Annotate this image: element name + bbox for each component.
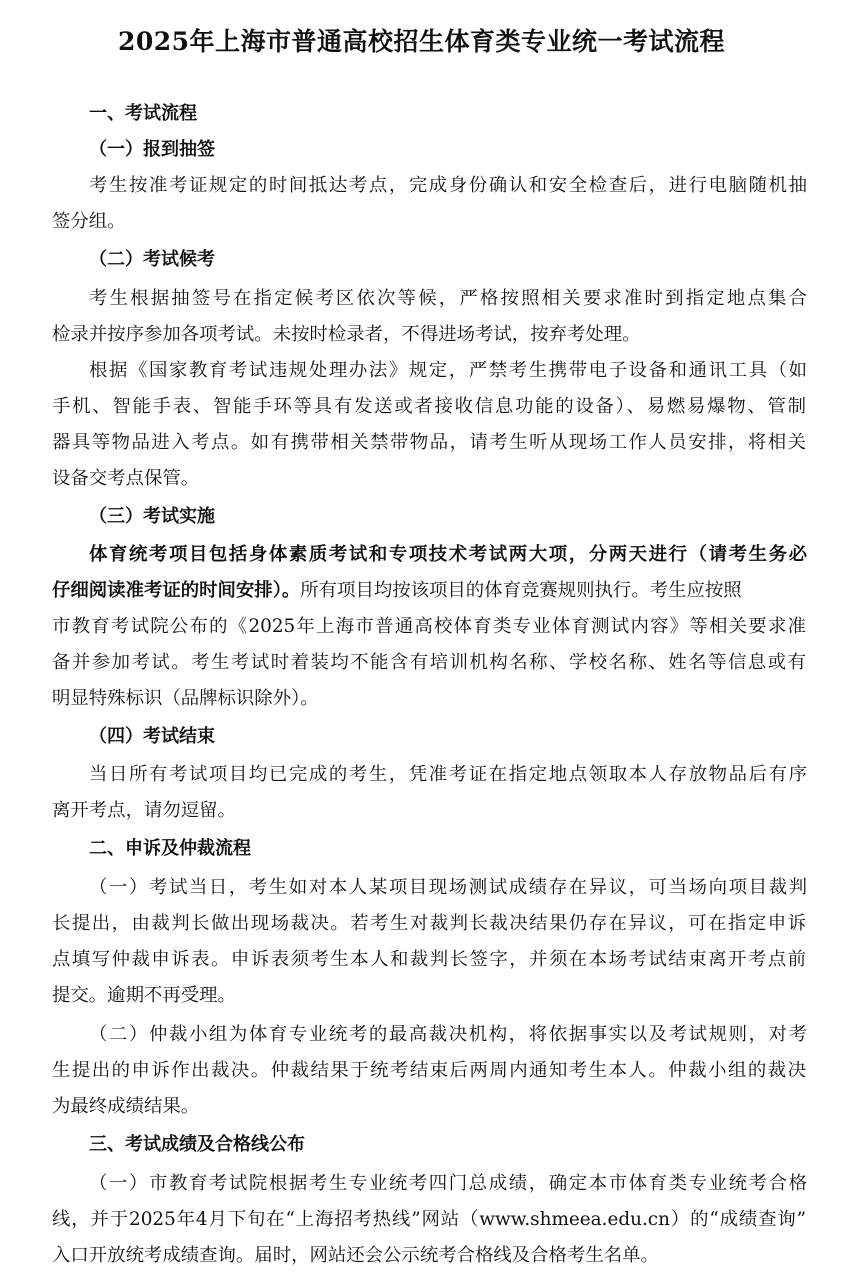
subsection-heading: （四）考试结束 — [89, 726, 215, 747]
paragraph-line — [52, 945, 806, 975]
subsection-heading: （二）考试候考 — [89, 249, 215, 270]
paragraph-line — [89, 284, 807, 314]
paragraph-line — [52, 576, 742, 606]
paragraph-line — [52, 392, 806, 422]
paragraph-text: （二）仲裁小组为体育专业统考的最高裁决机构，将依据事实以及考试规则，对考 — [89, 1024, 807, 1045]
paragraph-line — [89, 356, 807, 386]
section-heading: 一、考试流程 — [89, 103, 197, 124]
paragraph-line: 为最终成绩结果。 — [52, 1096, 200, 1117]
paragraph-line: 检录并按序参加各项考试。未按时检录者，不得进场考试，按弃考处理。 — [52, 324, 641, 345]
paragraph-text: 根据《国家教育考试违规处理办法》规定，严禁考生携带电子设备和通讯工具（如 — [89, 360, 807, 381]
paragraph-text-bold: 仔细阅读准考证的时间安排）。 — [52, 580, 301, 601]
paragraph-text: 点填写仲裁申诉表。申诉表须考生本人和裁判长签字，并须在本场考试结束离开考点前 — [52, 949, 806, 970]
paragraph-text: 考生按准考证规定的时间抵达考点，完成身份确认和安全检查后，进行电脑随机抽 — [89, 175, 807, 196]
paragraph-text: 当日所有考试项目均已完成的考生，凭准考证在指定地点领取本人存放物品后有序 — [89, 764, 807, 785]
paragraph-text: 器具等物品进入考点。如有携带相关禁带物品，请考生听从现场工作人员安排，将相关 — [52, 432, 806, 453]
paragraph-text: 所有项目均按该项目的体育竞赛规则执行。考生应按照 — [300, 580, 742, 601]
paragraph-text: （一）考试当日，考生如对本人某项目现场测试成绩存在异议，可当场向项目裁判 — [89, 877, 807, 898]
paragraph-text: （一）市教育考试院根据考生专业统考四门总成绩，确定本市体育类专业统考合格 — [89, 1173, 807, 1194]
paragraph-line — [52, 1205, 806, 1235]
paragraph-line — [89, 171, 807, 201]
subsection-heading: （三）考试实施 — [89, 506, 215, 527]
paragraph-line-bold — [89, 540, 807, 570]
paragraph-line: 设备交考点保管。 — [52, 468, 200, 489]
paragraph-line — [52, 909, 806, 939]
paragraph-text: 长提出，由裁判长做出现场裁决。若考生对裁判长裁决结果仍存在异议，可在指定申诉 — [52, 913, 806, 934]
paragraph-line: 签分组。 — [52, 211, 126, 232]
paragraph-text: 生提出的申诉作出裁决。仲裁结果于统考结束后两周内通知考生本人。仲裁小组的裁决 — [52, 1060, 806, 1081]
paragraph-line — [52, 648, 806, 678]
document-title: 2025年上海市普通高校招生体育类专业统一考试流程 — [117, 27, 726, 56]
paragraph-line: 明显特殊标识（品牌标识除外）。 — [52, 688, 319, 709]
paragraph-text: 线，并于2025年4月下旬在“上海招考热线”网站（www.shmeea.edu.cn）的“成绩查询” — [52, 1209, 806, 1230]
paragraph-line: 离开考点，请勿逗留。 — [52, 800, 236, 821]
paragraph-text: 市教育考试院公布的《2025年上海市普通高校体育类专业体育测试内容》等相关要求准 — [52, 616, 806, 637]
paragraph-text: 考生根据抽签号在指定候考区依次等候，严格按照相关要求准时到指定地点集合 — [89, 288, 807, 309]
section-heading: 三、考试成绩及合格线公布 — [89, 1134, 305, 1155]
section-heading: 二、申诉及仲裁流程 — [89, 838, 251, 859]
paragraph-line: 入口开放统考成绩查询。届时，网站还会公示统考合格线及合格考生名单。 — [52, 1245, 659, 1266]
subsection-heading: （一）报到抽签 — [89, 139, 215, 160]
paragraph-line — [52, 1056, 806, 1086]
paragraph-line — [52, 612, 806, 642]
paragraph-line: 提交。逾期不再受理。 — [52, 985, 236, 1006]
paragraph-line — [89, 873, 807, 903]
paragraph-text: 手机、智能手表、智能手环等具有发送或者接收信息功能的设备）、易燃易爆物、管制 — [52, 396, 806, 417]
paragraph-line — [89, 760, 807, 790]
paragraph-line — [89, 1020, 807, 1050]
paragraph-text-bold: 体育统考项目包括身体素质考试和专项技术考试两大项，分两天进行（请考生务必 — [89, 544, 807, 565]
paragraph-text: 备并参加考试。考生考试时着装均不能含有培训机构名称、学校名称、姓名等信息或有 — [52, 652, 806, 673]
paragraph-line — [52, 428, 806, 458]
paragraph-line — [89, 1169, 807, 1199]
